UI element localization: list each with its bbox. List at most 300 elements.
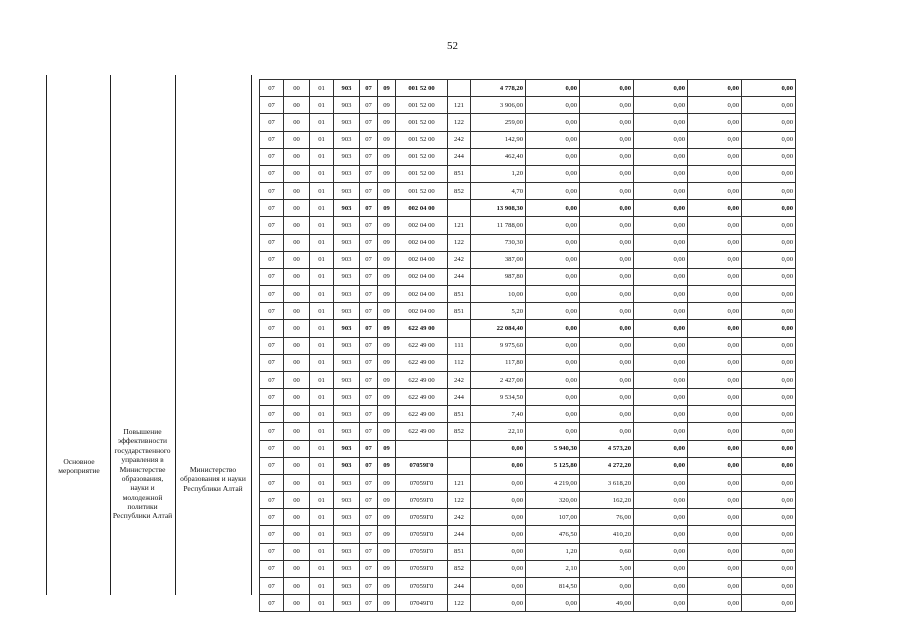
- activity-code-cell: 01: [310, 114, 334, 131]
- target-article-code-cell: 001 52 00: [396, 165, 448, 182]
- amount-2013-cell: 0,00: [471, 457, 526, 474]
- activity-code-cell: 01: [310, 595, 334, 612]
- section-code-cell: 07: [360, 474, 378, 491]
- grbs-code-cell: 903: [334, 286, 360, 303]
- amount-2013-cell: 0,00: [471, 474, 526, 491]
- activity-code-cell: 01: [310, 423, 334, 440]
- amount-2014-cell: 0,00: [526, 80, 580, 97]
- amount-2015-cell: 0,00: [580, 337, 634, 354]
- subprogram-code-cell: 00: [284, 217, 310, 234]
- amount-2013-cell: 3 906,00: [471, 97, 526, 114]
- activity-code-cell: 01: [310, 440, 334, 457]
- gp-code-cell: 07: [260, 97, 284, 114]
- expense-type-code-cell: 121: [448, 97, 471, 114]
- amount-2017-cell: 0,00: [688, 389, 742, 406]
- gp-code-cell: 07: [260, 526, 284, 543]
- amount-2015-cell: 0,00: [580, 406, 634, 423]
- amount-2016-cell: 0,00: [634, 526, 688, 543]
- amount-2015-cell: 0,00: [580, 286, 634, 303]
- amount-2016-cell: 0,00: [634, 457, 688, 474]
- amount-2013-cell: 1,20: [471, 165, 526, 182]
- amount-2016-cell: 0,00: [634, 371, 688, 388]
- gp-code-cell: 07: [260, 148, 284, 165]
- section-code-cell: 07: [360, 268, 378, 285]
- amount-2013-cell: 462,40: [471, 148, 526, 165]
- activity-code-cell: 01: [310, 148, 334, 165]
- amount-2015-cell: 4 573,20: [580, 440, 634, 457]
- subprogram-code-cell: 00: [284, 114, 310, 131]
- subprogram-code-cell: 00: [284, 492, 310, 509]
- amount-2016-cell: 0,00: [634, 560, 688, 577]
- subsection-code-cell: 09: [378, 114, 396, 131]
- target-article-code-cell: 002 04 00: [396, 234, 448, 251]
- amount-2016-cell: 0,00: [634, 303, 688, 320]
- table-row: [260, 148, 796, 165]
- activity-code-cell: 01: [310, 354, 334, 371]
- grbs-code-cell: 903: [334, 560, 360, 577]
- column-divider: [46, 75, 47, 595]
- subsection-code-cell: 09: [378, 165, 396, 182]
- expense-type-code-cell: [448, 200, 471, 217]
- grbs-code-cell: 903: [334, 97, 360, 114]
- table-row: [260, 200, 796, 217]
- gp-code-cell: 07: [260, 165, 284, 182]
- target-article-code-cell: [396, 440, 448, 457]
- section-code-cell: 07: [360, 423, 378, 440]
- subprogram-code-cell: 00: [284, 440, 310, 457]
- section-code-cell: 07: [360, 406, 378, 423]
- expense-type-code-cell: 242: [448, 371, 471, 388]
- amount-2014-cell: 0,00: [526, 148, 580, 165]
- gp-code-cell: 07: [260, 131, 284, 148]
- gp-code-cell: 07: [260, 354, 284, 371]
- subsection-code-cell: 09: [378, 234, 396, 251]
- grbs-code-cell: 903: [334, 200, 360, 217]
- amount-2017-cell: 0,00: [688, 97, 742, 114]
- expense-type-code-cell: 244: [448, 577, 471, 594]
- expense-type-code-cell: 244: [448, 389, 471, 406]
- gp-code-cell: 07: [260, 80, 284, 97]
- subsection-code-cell: 09: [378, 509, 396, 526]
- grbs-code-cell: 903: [334, 474, 360, 491]
- grbs-code-cell: 903: [334, 595, 360, 612]
- table-row: [260, 509, 796, 526]
- gp-code-cell: 07: [260, 200, 284, 217]
- section-code-cell: 07: [360, 165, 378, 182]
- gp-code-cell: 07: [260, 509, 284, 526]
- subprogram-code-cell: 00: [284, 423, 310, 440]
- target-article-code-cell: 07049Г0: [396, 595, 448, 612]
- amount-2013-cell: 0,00: [471, 526, 526, 543]
- target-article-code-cell: 002 04 00: [396, 217, 448, 234]
- amount-2014-cell: 0,00: [526, 131, 580, 148]
- amount-2015-cell: 410,20: [580, 526, 634, 543]
- section-code-cell: 07: [360, 440, 378, 457]
- subsection-code-cell: 09: [378, 97, 396, 114]
- amount-2015-cell: 49,00: [580, 595, 634, 612]
- gp-code-cell: 07: [260, 440, 284, 457]
- grbs-code-cell: 903: [334, 509, 360, 526]
- gp-code-cell: 07: [260, 371, 284, 388]
- target-article-code-cell: 622 49 00: [396, 423, 448, 440]
- grbs-code-cell: 903: [334, 217, 360, 234]
- activity-code-cell: 01: [310, 80, 334, 97]
- subprogram-code-cell: 00: [284, 595, 310, 612]
- amount-2017-cell: 0,00: [688, 509, 742, 526]
- target-article-code-cell: 622 49 00: [396, 320, 448, 337]
- gp-code-cell: 07: [260, 183, 284, 200]
- amount-2013-cell: 0,00: [471, 440, 526, 457]
- gp-code-cell: 07: [260, 217, 284, 234]
- expense-type-code-cell: 851: [448, 543, 471, 560]
- amount-2018-cell: 0,00: [742, 268, 796, 285]
- amount-2014-cell: 4 219,00: [526, 474, 580, 491]
- amount-2018-cell: 0,00: [742, 183, 796, 200]
- grbs-code-cell: 903: [334, 337, 360, 354]
- subsection-code-cell: 09: [378, 457, 396, 474]
- amount-2017-cell: 0,00: [688, 423, 742, 440]
- amount-2018-cell: 0,00: [742, 560, 796, 577]
- table-row: [260, 354, 796, 371]
- table-row: [260, 457, 796, 474]
- amount-2017-cell: 0,00: [688, 148, 742, 165]
- table-row: [260, 268, 796, 285]
- table-row: [260, 303, 796, 320]
- amount-2016-cell: 0,00: [634, 251, 688, 268]
- amount-2016-cell: 0,00: [634, 183, 688, 200]
- amount-2017-cell: 0,00: [688, 200, 742, 217]
- activity-name-cell: Повышение эффективности государственного управления в Министерстве образования, науки и молодежной политики Республики Алтай: [112, 427, 173, 521]
- subsection-code-cell: 09: [378, 80, 396, 97]
- amount-2018-cell: 0,00: [742, 423, 796, 440]
- expense-type-code-cell: 244: [448, 148, 471, 165]
- amount-2016-cell: 0,00: [634, 114, 688, 131]
- amount-2015-cell: 0,00: [580, 389, 634, 406]
- subprogram-code-cell: 00: [284, 577, 310, 594]
- amount-2017-cell: 0,00: [688, 165, 742, 182]
- amount-2017-cell: 0,00: [688, 131, 742, 148]
- table-row: [260, 543, 796, 560]
- subsection-code-cell: 09: [378, 423, 396, 440]
- table-row: [260, 492, 796, 509]
- table-row: [260, 114, 796, 131]
- activity-code-cell: 01: [310, 457, 334, 474]
- grbs-code-cell: 903: [334, 80, 360, 97]
- amount-2013-cell: 0,00: [471, 509, 526, 526]
- gp-code-cell: 07: [260, 543, 284, 560]
- amount-2018-cell: 0,00: [742, 440, 796, 457]
- subsection-code-cell: 09: [378, 474, 396, 491]
- amount-2015-cell: 0,00: [580, 200, 634, 217]
- grbs-code-cell: 903: [334, 440, 360, 457]
- amount-2015-cell: 162,20: [580, 492, 634, 509]
- amount-2016-cell: 0,00: [634, 389, 688, 406]
- amount-2015-cell: 0,00: [580, 251, 634, 268]
- executor-cell: Министерство образования и науки Республики Алтай: [180, 465, 246, 493]
- amount-2018-cell: 0,00: [742, 320, 796, 337]
- gp-code-cell: 07: [260, 320, 284, 337]
- target-article-code-cell: 07059Г0: [396, 543, 448, 560]
- subsection-code-cell: 09: [378, 217, 396, 234]
- expense-type-code-cell: 111: [448, 337, 471, 354]
- amount-2014-cell: 0,00: [526, 251, 580, 268]
- expense-type-code-cell: 244: [448, 526, 471, 543]
- section-code-cell: 07: [360, 389, 378, 406]
- target-article-code-cell: 001 52 00: [396, 97, 448, 114]
- amount-2018-cell: 0,00: [742, 389, 796, 406]
- activity-code-cell: 01: [310, 560, 334, 577]
- activity-code-cell: 01: [310, 577, 334, 594]
- activity-code-cell: 01: [310, 371, 334, 388]
- activity-code-cell: 01: [310, 251, 334, 268]
- amount-2013-cell: 9 975,60: [471, 337, 526, 354]
- subprogram-code-cell: 00: [284, 80, 310, 97]
- gp-code-cell: 07: [260, 406, 284, 423]
- amount-2015-cell: 76,00: [580, 509, 634, 526]
- gp-code-cell: 07: [260, 234, 284, 251]
- amount-2016-cell: 0,00: [634, 200, 688, 217]
- amount-2014-cell: 0,00: [526, 234, 580, 251]
- amount-2017-cell: 0,00: [688, 560, 742, 577]
- subsection-code-cell: 09: [378, 440, 396, 457]
- subprogram-code-cell: 00: [284, 131, 310, 148]
- amount-2016-cell: 0,00: [634, 492, 688, 509]
- target-article-code-cell: 622 49 00: [396, 406, 448, 423]
- amount-2016-cell: 0,00: [634, 337, 688, 354]
- amount-2014-cell: 0,00: [526, 354, 580, 371]
- amount-2014-cell: 5 125,80: [526, 457, 580, 474]
- subprogram-code-cell: 00: [284, 543, 310, 560]
- expense-type-code-cell: 851: [448, 406, 471, 423]
- subsection-code-cell: 09: [378, 183, 396, 200]
- amount-2015-cell: 0,00: [580, 217, 634, 234]
- section-code-cell: 07: [360, 148, 378, 165]
- amount-2013-cell: 10,00: [471, 286, 526, 303]
- amount-2014-cell: 0,00: [526, 286, 580, 303]
- table-row: [260, 97, 796, 114]
- amount-2017-cell: 0,00: [688, 320, 742, 337]
- amount-2013-cell: 0,00: [471, 595, 526, 612]
- gp-code-cell: 07: [260, 114, 284, 131]
- amount-2014-cell: 0,00: [526, 303, 580, 320]
- amount-2015-cell: 4 272,20: [580, 457, 634, 474]
- expense-type-code-cell: 851: [448, 303, 471, 320]
- subsection-code-cell: 09: [378, 595, 396, 612]
- subsection-code-cell: 09: [378, 337, 396, 354]
- subprogram-code-cell: 00: [284, 320, 310, 337]
- amount-2017-cell: 0,00: [688, 80, 742, 97]
- grbs-code-cell: 903: [334, 543, 360, 560]
- amount-2013-cell: 4,70: [471, 183, 526, 200]
- section-code-cell: 07: [360, 371, 378, 388]
- amount-2014-cell: 0,00: [526, 97, 580, 114]
- amount-2016-cell: 0,00: [634, 286, 688, 303]
- subprogram-code-cell: 00: [284, 457, 310, 474]
- table-row: [260, 217, 796, 234]
- subprogram-code-cell: 00: [284, 165, 310, 182]
- table-row: [260, 560, 796, 577]
- expense-type-code-cell: 122: [448, 234, 471, 251]
- expense-type-code-cell: 852: [448, 423, 471, 440]
- subsection-code-cell: 09: [378, 268, 396, 285]
- amount-2015-cell: 0,00: [580, 371, 634, 388]
- amount-2018-cell: 0,00: [742, 114, 796, 131]
- section-code-cell: 07: [360, 234, 378, 251]
- grbs-code-cell: 903: [334, 114, 360, 131]
- gp-code-cell: 07: [260, 423, 284, 440]
- target-article-code-cell: 622 49 00: [396, 354, 448, 371]
- amount-2018-cell: 0,00: [742, 165, 796, 182]
- expense-type-code-cell: 851: [448, 286, 471, 303]
- expense-type-code-cell: 242: [448, 131, 471, 148]
- gp-code-cell: 07: [260, 457, 284, 474]
- amount-2013-cell: 7,40: [471, 406, 526, 423]
- expense-type-code-cell: [448, 80, 471, 97]
- grbs-code-cell: 903: [334, 371, 360, 388]
- amount-2013-cell: 0,00: [471, 560, 526, 577]
- target-article-code-cell: 622 49 00: [396, 337, 448, 354]
- subsection-code-cell: 09: [378, 354, 396, 371]
- target-article-code-cell: 07059Г0: [396, 526, 448, 543]
- grbs-code-cell: 903: [334, 577, 360, 594]
- subprogram-code-cell: 00: [284, 560, 310, 577]
- amount-2014-cell: 0,00: [526, 406, 580, 423]
- table-row: [260, 371, 796, 388]
- section-code-cell: 07: [360, 80, 378, 97]
- amount-2018-cell: 0,00: [742, 286, 796, 303]
- section-code-cell: 07: [360, 577, 378, 594]
- expense-type-code-cell: 122: [448, 595, 471, 612]
- amount-2014-cell: 0,00: [526, 114, 580, 131]
- activity-code-cell: 01: [310, 217, 334, 234]
- activity-code-cell: 01: [310, 509, 334, 526]
- amount-2018-cell: 0,00: [742, 526, 796, 543]
- subsection-code-cell: 09: [378, 200, 396, 217]
- amount-2016-cell: 0,00: [634, 406, 688, 423]
- column-divider: [251, 75, 252, 595]
- amount-2015-cell: 0,60: [580, 543, 634, 560]
- amount-2018-cell: 0,00: [742, 200, 796, 217]
- amount-2013-cell: 2 427,00: [471, 371, 526, 388]
- gp-code-cell: 07: [260, 492, 284, 509]
- subprogram-code-cell: 00: [284, 234, 310, 251]
- amount-2017-cell: 0,00: [688, 268, 742, 285]
- amount-2014-cell: 0,00: [526, 200, 580, 217]
- activity-code-cell: 01: [310, 389, 334, 406]
- subsection-code-cell: 09: [378, 371, 396, 388]
- expense-type-code-cell: 112: [448, 354, 471, 371]
- expense-type-code-cell: 242: [448, 509, 471, 526]
- amount-2015-cell: 0,00: [580, 234, 634, 251]
- expense-type-code-cell: 122: [448, 492, 471, 509]
- target-article-code-cell: 002 04 00: [396, 286, 448, 303]
- activity-type-cell: Основное мероприятие: [58, 457, 100, 476]
- gp-code-cell: 07: [260, 474, 284, 491]
- amount-2014-cell: 0,00: [526, 389, 580, 406]
- amount-2016-cell: 0,00: [634, 474, 688, 491]
- subprogram-code-cell: 00: [284, 526, 310, 543]
- subprogram-code-cell: 00: [284, 474, 310, 491]
- amount-2017-cell: 0,00: [688, 217, 742, 234]
- expense-type-code-cell: 122: [448, 114, 471, 131]
- activity-code-cell: 01: [310, 200, 334, 217]
- subsection-code-cell: 09: [378, 543, 396, 560]
- amount-2014-cell: 1,20: [526, 543, 580, 560]
- page-number: 52: [447, 40, 458, 52]
- gp-code-cell: 07: [260, 337, 284, 354]
- section-code-cell: 07: [360, 303, 378, 320]
- table-row: [260, 251, 796, 268]
- subsection-code-cell: 09: [378, 560, 396, 577]
- subprogram-code-cell: 00: [284, 509, 310, 526]
- amount-2016-cell: 0,00: [634, 543, 688, 560]
- amount-2018-cell: 0,00: [742, 577, 796, 594]
- amount-2013-cell: 387,00: [471, 251, 526, 268]
- amount-2013-cell: 730,30: [471, 234, 526, 251]
- expense-type-code-cell: 852: [448, 183, 471, 200]
- activity-code-cell: 01: [310, 543, 334, 560]
- amount-2017-cell: 0,00: [688, 526, 742, 543]
- amount-2018-cell: 0,00: [742, 354, 796, 371]
- activity-code-cell: 01: [310, 97, 334, 114]
- amount-2017-cell: 0,00: [688, 303, 742, 320]
- amount-2018-cell: 0,00: [742, 131, 796, 148]
- section-code-cell: 07: [360, 251, 378, 268]
- subprogram-code-cell: 00: [284, 371, 310, 388]
- gp-code-cell: 07: [260, 251, 284, 268]
- activity-code-cell: 01: [310, 526, 334, 543]
- amount-2016-cell: 0,00: [634, 320, 688, 337]
- amount-2016-cell: 0,00: [634, 234, 688, 251]
- activity-code-cell: 01: [310, 337, 334, 354]
- amount-2014-cell: 476,50: [526, 526, 580, 543]
- subsection-code-cell: 09: [378, 148, 396, 165]
- section-code-cell: 07: [360, 114, 378, 131]
- subsection-code-cell: 09: [378, 406, 396, 423]
- amount-2013-cell: 0,00: [471, 492, 526, 509]
- table-row: [260, 440, 796, 457]
- gp-code-cell: 07: [260, 577, 284, 594]
- target-article-code-cell: 002 04 00: [396, 268, 448, 285]
- amount-2017-cell: 0,00: [688, 543, 742, 560]
- activity-code-cell: 01: [310, 165, 334, 182]
- table-row: [260, 131, 796, 148]
- amount-2018-cell: 0,00: [742, 97, 796, 114]
- subsection-code-cell: 09: [378, 389, 396, 406]
- amount-2017-cell: 0,00: [688, 354, 742, 371]
- amount-2013-cell: 11 788,00: [471, 217, 526, 234]
- target-article-code-cell: 002 04 00: [396, 251, 448, 268]
- subsection-code-cell: 09: [378, 526, 396, 543]
- table-row: [260, 165, 796, 182]
- grbs-code-cell: 903: [334, 526, 360, 543]
- amount-2017-cell: 0,00: [688, 474, 742, 491]
- subsection-code-cell: 09: [378, 577, 396, 594]
- amount-2015-cell: 3 618,20: [580, 474, 634, 491]
- expense-type-code-cell: [448, 457, 471, 474]
- activity-code-cell: 01: [310, 406, 334, 423]
- gp-code-cell: 07: [260, 303, 284, 320]
- amount-2014-cell: 0,00: [526, 183, 580, 200]
- amount-2016-cell: 0,00: [634, 165, 688, 182]
- grbs-code-cell: 903: [334, 492, 360, 509]
- amount-2016-cell: 0,00: [634, 268, 688, 285]
- target-article-code-cell: 07059Г0: [396, 474, 448, 491]
- amount-2013-cell: 4 778,20: [471, 80, 526, 97]
- amount-2013-cell: 22,10: [471, 423, 526, 440]
- amount-2015-cell: 0,00: [580, 320, 634, 337]
- amount-2017-cell: 0,00: [688, 577, 742, 594]
